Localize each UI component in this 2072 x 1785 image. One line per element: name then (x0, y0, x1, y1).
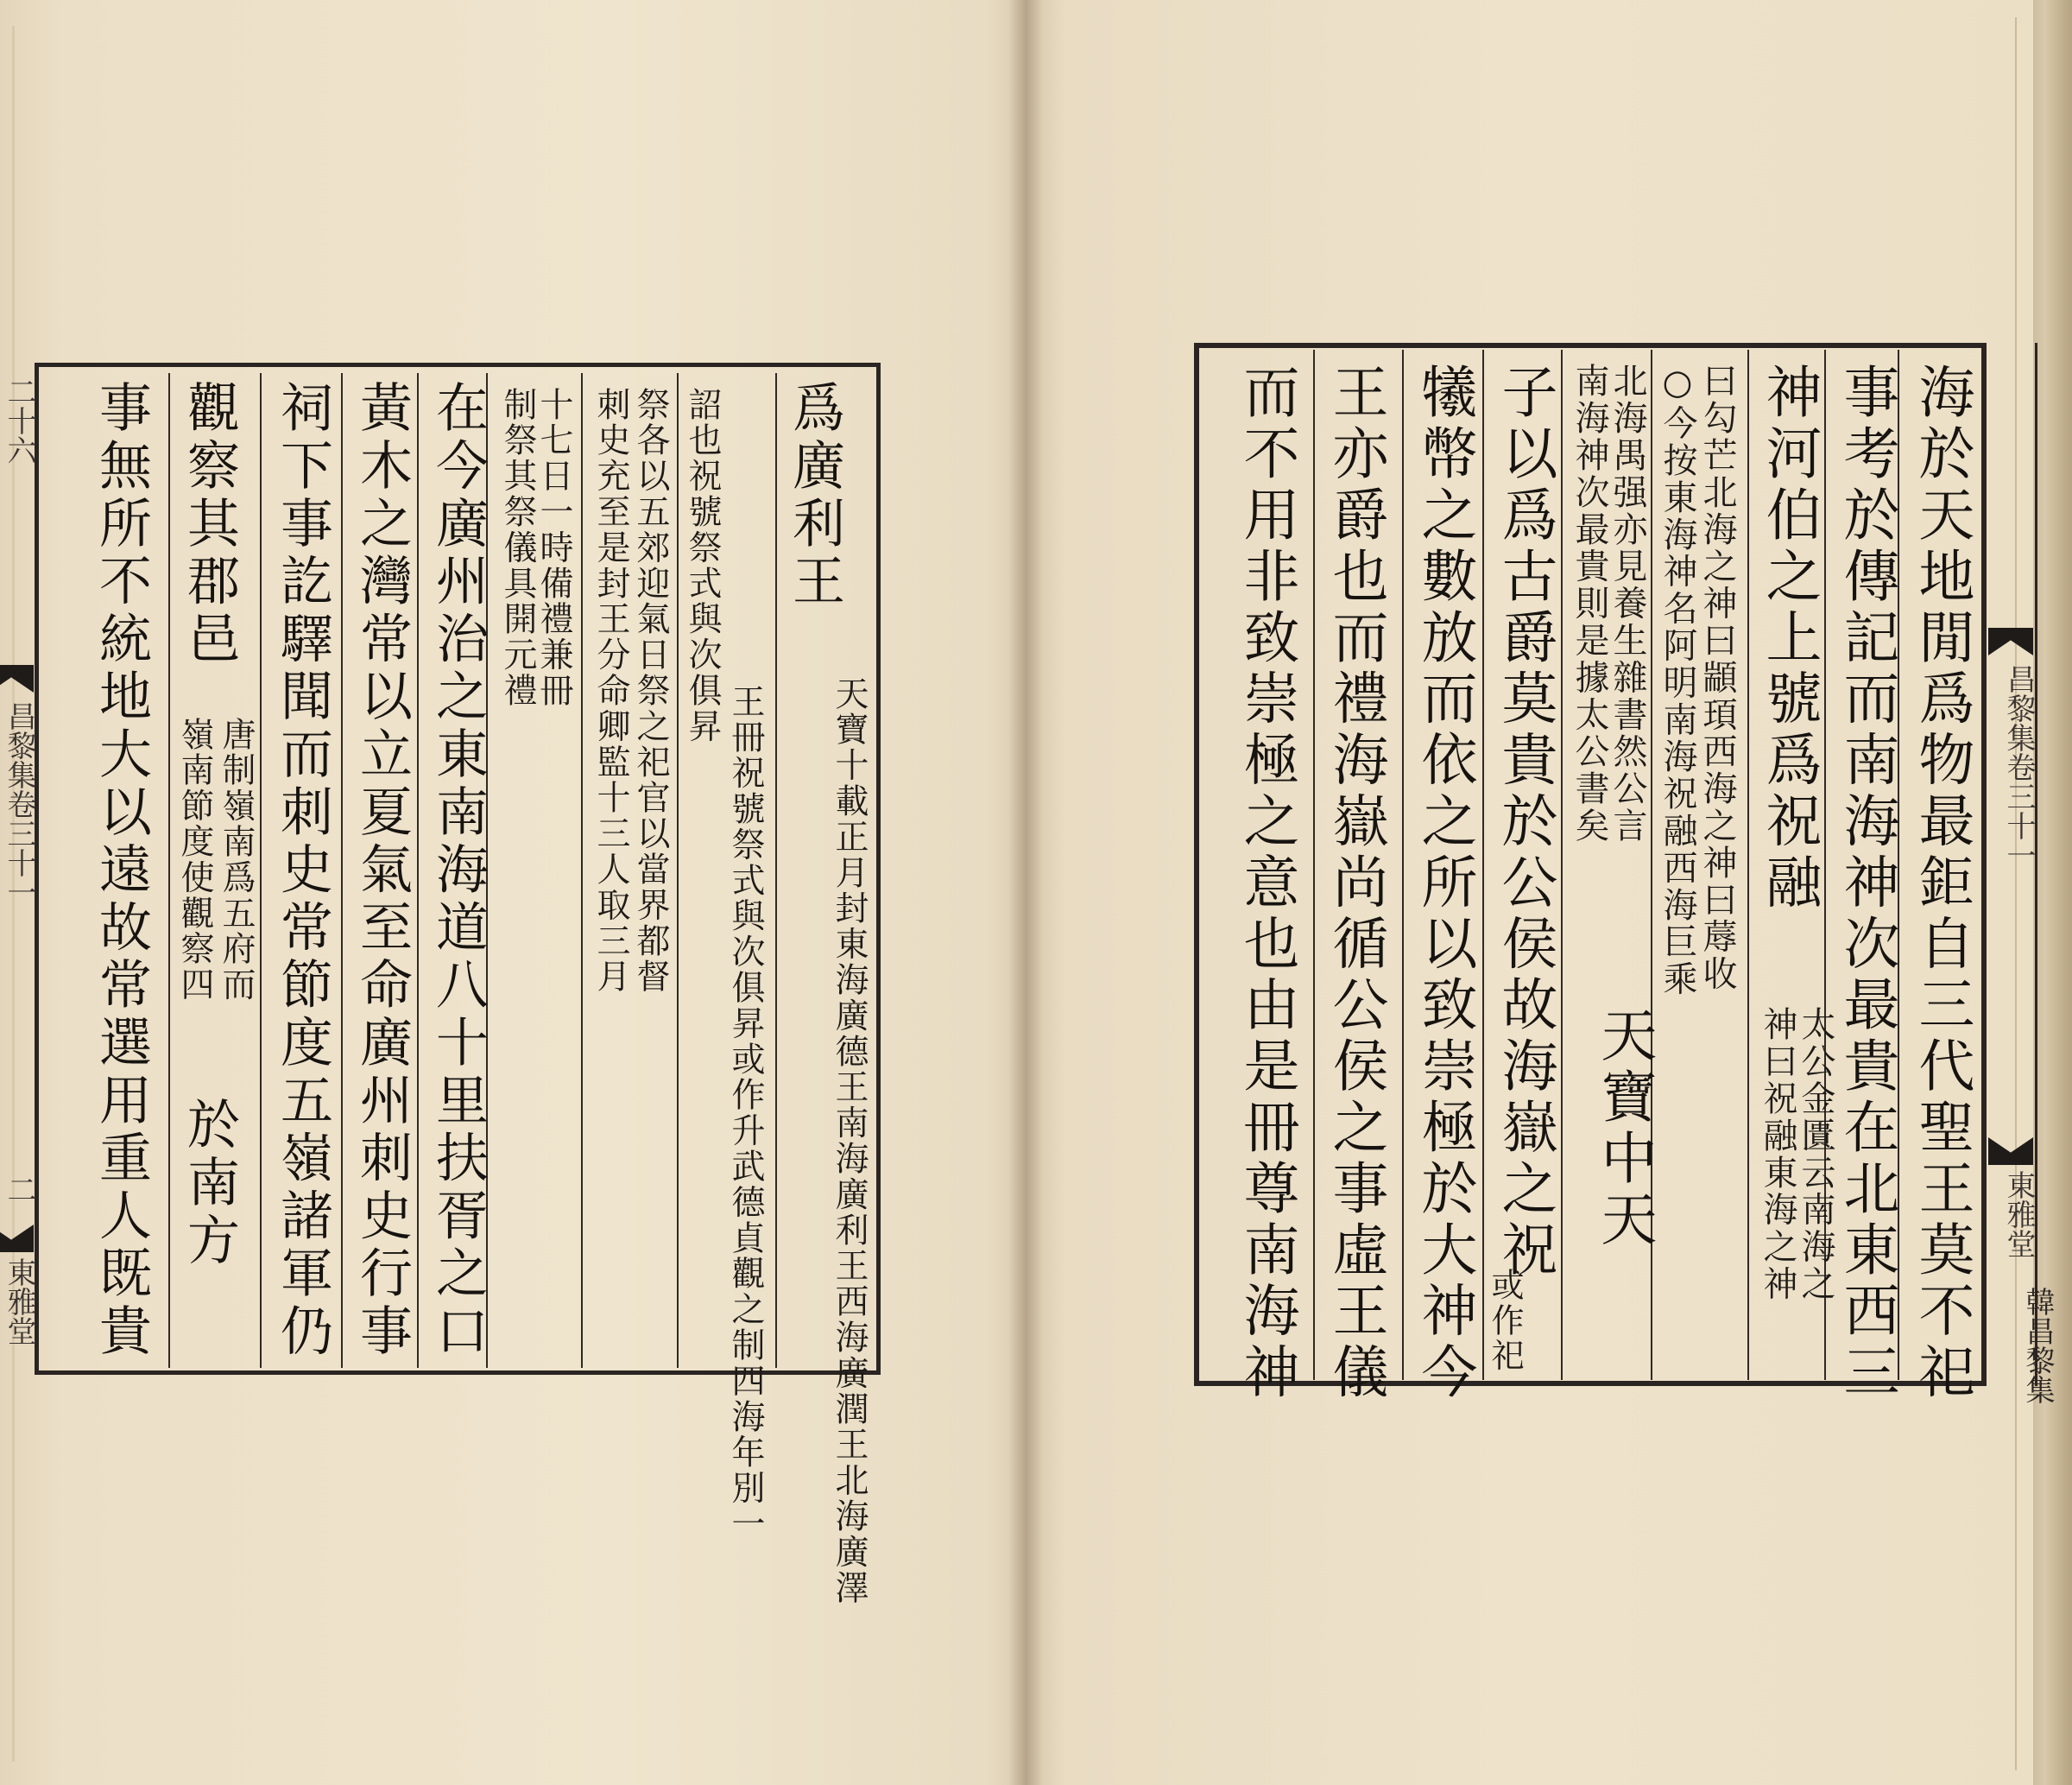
leaf-count: 二十六 (2, 377, 36, 465)
annotation-column: 祭各以五郊迎氣日祭之祀官以當界都督 (631, 387, 670, 995)
text-column-tail: 天寶中天 (1591, 1006, 1656, 1251)
column-rule (1482, 350, 1484, 1380)
annotation-column: 天寶十載正月封東海廣德王南海廣利王西海廣潤王北海廣澤 (830, 676, 869, 1606)
column-rule (1313, 350, 1315, 1380)
annotation-column: 唐制嶺南爲五府而 (217, 717, 256, 1003)
annotation-column: 太公金匱云南海之 (1796, 1006, 1835, 1303)
leaf-number: 二 (2, 1174, 36, 1204)
right-center-column (1984, 343, 2037, 1386)
column-rule (1402, 350, 1404, 1380)
text-column: 事無所不統地大以遠故常選用重人既貴 (91, 380, 152, 1361)
text-column: 而不用非致崇極之意也由是冊尊南海神 (1234, 363, 1298, 1404)
annotation-column: 嶺南節度使觀察四 (175, 717, 214, 1003)
text-column: 子以爲古爵莫貴於公侯故海嶽之祝 (1492, 363, 1557, 1282)
text-column: 事考於傳記而南海神次最貴在北東西三 (1834, 363, 1898, 1404)
annotation-column: 刺史充至是封王分命卿監十三人取三月 (591, 387, 630, 995)
text-column: 海於天地閒爲物最鉅自三代聖王莫不祀 (1909, 363, 1974, 1404)
annotation-column: 神曰祝融東海之神 (1758, 1006, 1797, 1303)
annotation-column: 制祭其祭儀具開元禮 (498, 387, 537, 709)
column-rule (417, 373, 419, 1368)
annotation-column: 王冊祝號祭式與次俱昇或作升武德貞觀之制四海年別一 (726, 684, 765, 1542)
text-column: 爲廣利王 (784, 380, 845, 611)
column-rule (1561, 350, 1563, 1380)
annotation-column: 北海禺强亦見養生雜書然公言 (1608, 363, 1647, 845)
column-rule (341, 373, 343, 1368)
column-rule (775, 373, 777, 1368)
hall-name: 東雅堂 (2, 1257, 36, 1345)
text-column: 黃木之灣常以立夏氣至命廣州刺史行事 (351, 380, 413, 1361)
text-column: 王亦爵也而禮海嶽尚循公侯之事虛王儀 (1323, 363, 1387, 1404)
fishtail-mark-bottom (0, 1225, 34, 1252)
left-center-column (0, 363, 38, 1375)
annotation-column: 南海神次最貴則是據太公書矣 (1570, 363, 1609, 845)
annotation-column: 詔也祝號祭式與次俱昇 (683, 387, 722, 744)
column-rule (581, 373, 583, 1368)
column-rule (168, 373, 170, 1368)
column-rule (677, 373, 679, 1368)
volume-title: 昌黎集卷三十一 (2, 701, 36, 907)
text-column: 犧幣之數放而依之所以致崇極於大神今 (1412, 363, 1476, 1404)
text-column: 神河伯之上號爲祝融 (1756, 363, 1821, 915)
column-rule (260, 373, 262, 1368)
text-column: 祠下事訖驛聞而刺史常節度五嶺諸軍仍 (272, 380, 333, 1361)
annotation-column: 曰勾芒北海之神曰顓頊西海之神曰蓐收 (1697, 363, 1737, 993)
fishtail-mark-top (1988, 628, 2033, 655)
fishtail-mark-bottom (1988, 1137, 2033, 1165)
book-gutter (1008, 0, 1043, 1785)
column-rule (1747, 350, 1749, 1380)
hall-name: 東雅堂 (2001, 1170, 2036, 1258)
text-column: 在今廣州治之東南海道八十里扶胥之口 (427, 380, 489, 1361)
fishtail-mark-top (0, 665, 34, 693)
text-column: 觀察其郡邑 (179, 380, 240, 668)
text-column-tail: 於南方 (179, 1097, 240, 1270)
printer-stamp: 韓昌黎集 (2020, 1287, 2055, 1404)
volume-title: 昌黎集卷三十一 (2001, 664, 2036, 870)
page-edges (2033, 0, 2072, 1785)
annotation-column: ○今按東海神名阿明南海祝融西海巨乘 (1658, 363, 1697, 998)
annotation-column: 十七日一時備禮兼冊 (534, 387, 573, 709)
annotation-column: 或作祀 (1486, 1268, 1524, 1374)
